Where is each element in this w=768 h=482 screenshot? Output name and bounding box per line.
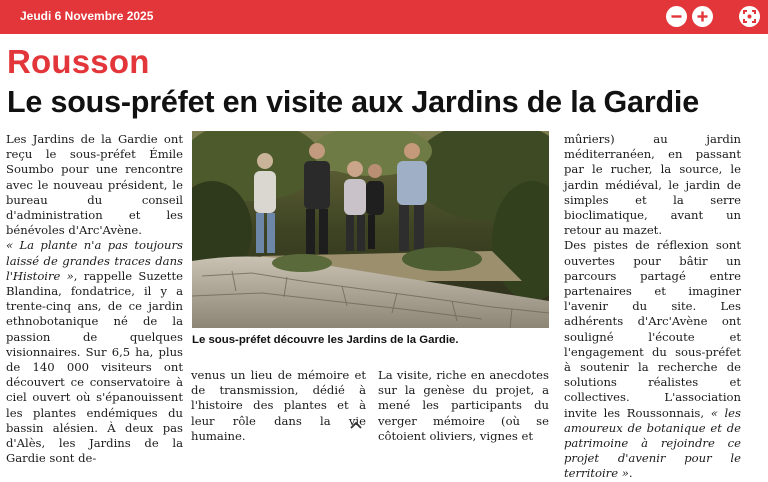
col4-end: . xyxy=(628,466,633,481)
col1-quote: « La plante n'a pas toujours laissé de grandes traces dans l'Histoire » xyxy=(6,238,183,283)
zoom-out-button[interactable] xyxy=(666,6,687,27)
col4-paragraph-2: Des pistes de réflexion sont ouvertes pour bâtir un parcours partagé entre partenaires et imaginer l'avenir du site. Les adhérents d'Arc'Avène ont souligné l'écoute et l'engagement du sous-préfet à soutenir la recherche de solutions réalistes et collectives. L'association invite les Roussonnais, xyxy=(564,238,741,420)
col4-paragraph-1: mûriers) au jardin méditerranéen, en passant par le rucher, la source, le jardin médiéval, le jardin de simples et la serre bioclimatique, avant un retour au mazet. xyxy=(564,132,741,238)
fullscreen-icon xyxy=(739,6,760,27)
top-bar xyxy=(0,0,768,34)
zoom-in-button[interactable] xyxy=(692,6,713,27)
col1-paragraph-1: Les Jardins de la Gardie ont reçu le sous-préfet Émile Soumbo pour une rencontre avec le nouveau président, le bureau du conseil d'administration et les bénévoles d'Arc'Avène. xyxy=(6,132,183,238)
article-column-3 xyxy=(378,368,549,444)
col2-paragraph: venus un lieu de mémoire et de transmission, dédié à l'histoire des plantes et à leur rôle dans la vie humaine. xyxy=(191,368,366,443)
col4-quote: « les amoureux de botanique et de patrimoine à rejoindre ce projet d'avenir pour le territoire » xyxy=(564,405,741,481)
article-column-1 xyxy=(6,132,183,466)
col3-paragraph: La visite, riche en anecdotes sur la genèse du projet, a mené les participants du verger mémoire (où se côtoient oliviers, vignes et xyxy=(378,368,549,443)
article-photo[interactable] xyxy=(192,131,549,328)
article-column-2 xyxy=(191,368,366,444)
garden-visit-photo xyxy=(192,131,549,328)
minus-circle-icon xyxy=(666,6,687,27)
article-headline: Le sous-préfet en visite aux Jardins de la Gardie xyxy=(7,85,699,119)
col1-paragraph-2: , rappelle Suzette Blandina, fondatrice, il y a trente-cinq ans, de ce jardin ethnobotanique né de la passion de quelques visionnaires. Sur 6,5 ha, plus de 140 000 visiteurs ont découvert ce conservatoire à ciel ouvert où s'épanouissent les plantes endémiques du bassin alésien. À deux pas d'Alès, les Jardins de la Gardie sont de- xyxy=(6,268,183,466)
plus-circle-icon xyxy=(692,6,713,27)
article-column-4 xyxy=(564,132,741,482)
chevron-up-icon[interactable] xyxy=(349,420,363,430)
fullscreen-button[interactable] xyxy=(739,6,760,27)
photo-caption: Le sous-préfet découvre les Jardins de la Gardie. xyxy=(192,334,459,346)
article-kicker: Rousson xyxy=(7,43,150,80)
issue-date: Jeudi 6 Novembre 2025 xyxy=(20,9,154,23)
